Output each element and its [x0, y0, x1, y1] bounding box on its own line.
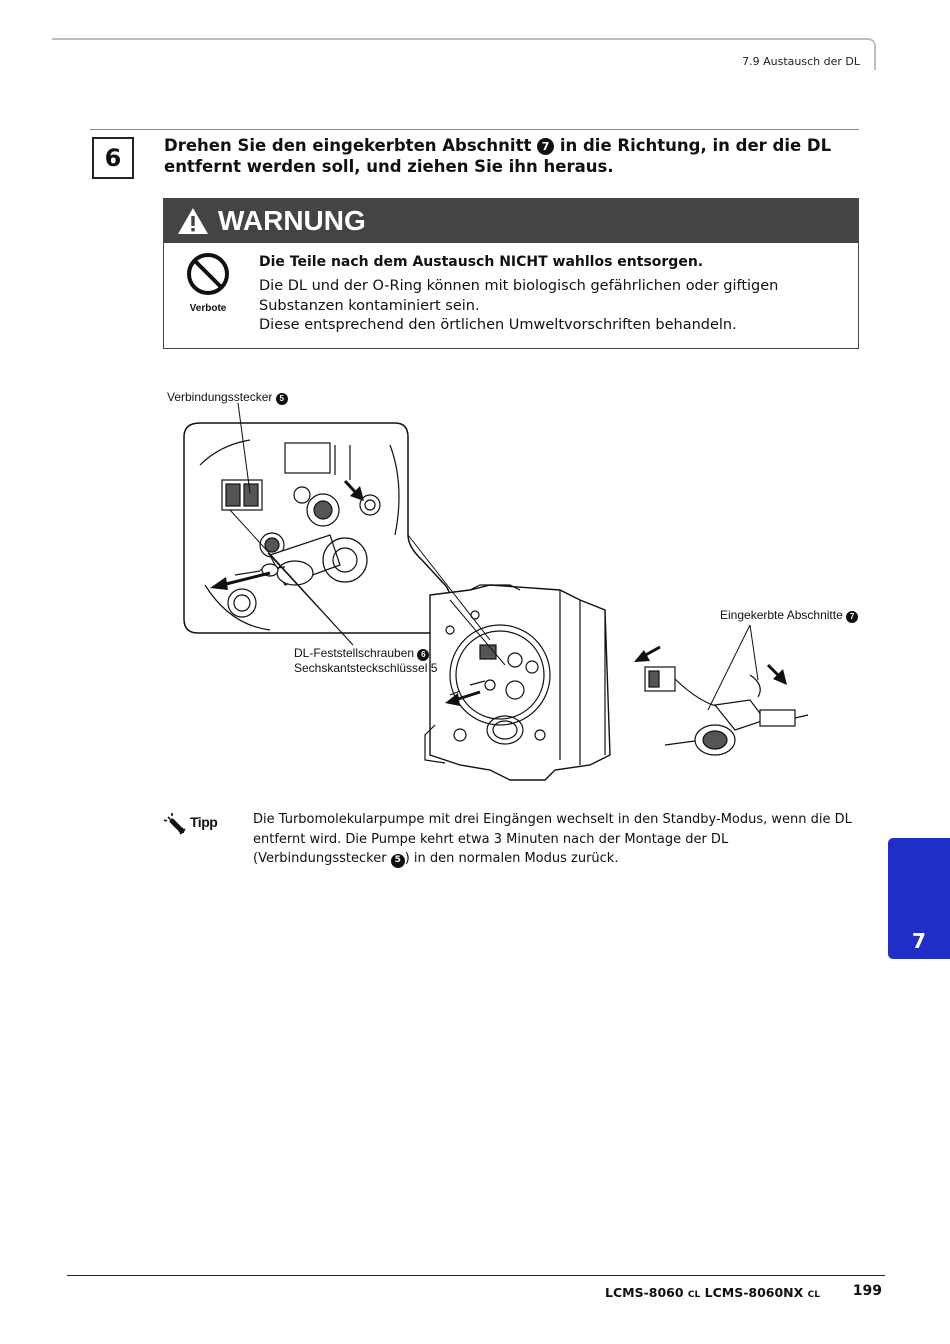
chapter-number: 7	[912, 929, 926, 953]
warning-text	[259, 277, 839, 336]
label-screws-marker: 6	[417, 649, 429, 661]
step-text-part2: in die Richtung, in der die DL entfernt werden soll, und ziehen Sie ihn heraus.	[164, 136, 832, 176]
warning-line-2: Diese entsprechend den örtlichen Umweltvorschriften behandeln.	[259, 317, 737, 333]
footer-rule	[67, 1275, 885, 1276]
tip-label: Tipp	[190, 814, 218, 830]
step-text-part1: Drehen Sie den eingekerbten Abschnitt	[164, 136, 538, 155]
step-number: 6	[92, 137, 134, 179]
prohibition-icon	[184, 251, 232, 297]
label-connector-text: Verbindungsstecker	[167, 390, 273, 404]
page-number: 199	[852, 1283, 882, 1299]
tip-text	[253, 810, 863, 869]
footer-model-1-suffix: CL	[687, 1290, 701, 1300]
prohibition-label: Verbote	[189, 303, 227, 314]
step-marker: 7	[537, 138, 554, 155]
tip-text-part1: Die Turbomolekularpumpe mit drei Eingängen wechselt in den Standby-Modus, wenn die DL entfernt wird. Die Pumpe kehrt etwa 3 Minuten nach der Montage der DL (Verbindungsstecker	[253, 812, 852, 866]
label-notched	[720, 608, 858, 623]
label-connector	[167, 390, 288, 405]
section-reference: 7.9 Austausch der DL	[742, 55, 860, 68]
warning-box	[163, 198, 859, 349]
step-instruction	[164, 135, 854, 177]
warning-line-1: Die DL und der O-Ring können mit biologisch gefährlichen oder giftigen Substanzen kontaminiert sein.	[259, 278, 779, 314]
dl-removal-illustration	[160, 385, 860, 785]
footer-model-2: LCMS-8060NX	[704, 1285, 804, 1300]
step-divider	[90, 129, 859, 130]
tip-text-part2: ) in den normalen Modus zurück.	[404, 851, 619, 866]
label-connector-marker: 5	[276, 393, 288, 405]
label-notched-marker: 7	[846, 611, 858, 623]
prohibition	[184, 251, 232, 314]
warning-header	[164, 199, 858, 243]
chapter-tab[interactable]	[888, 838, 950, 959]
tip-marker: 5	[391, 854, 405, 868]
label-notched-text: Eingekerbte Abschnitte	[720, 608, 843, 622]
label-wrench: Sechskantsteckschlüssel 5	[294, 661, 438, 675]
warning-triangle-icon	[176, 206, 210, 236]
footer-model-1: LCMS-8060	[605, 1285, 684, 1300]
warning-heading: WARNUNG	[218, 205, 366, 236]
tip-lightbulb-icon	[163, 812, 187, 836]
label-screws-wrench	[294, 646, 437, 675]
label-screws: DL-Feststellschrauben	[294, 646, 415, 660]
footer-models	[605, 1285, 820, 1300]
footer-model-2-suffix: CL	[807, 1290, 820, 1300]
warning-title: Die Teile nach dem Austausch NICHT wahllos entsorgen.	[259, 254, 704, 270]
dl-assembly-drawing	[160, 385, 860, 785]
